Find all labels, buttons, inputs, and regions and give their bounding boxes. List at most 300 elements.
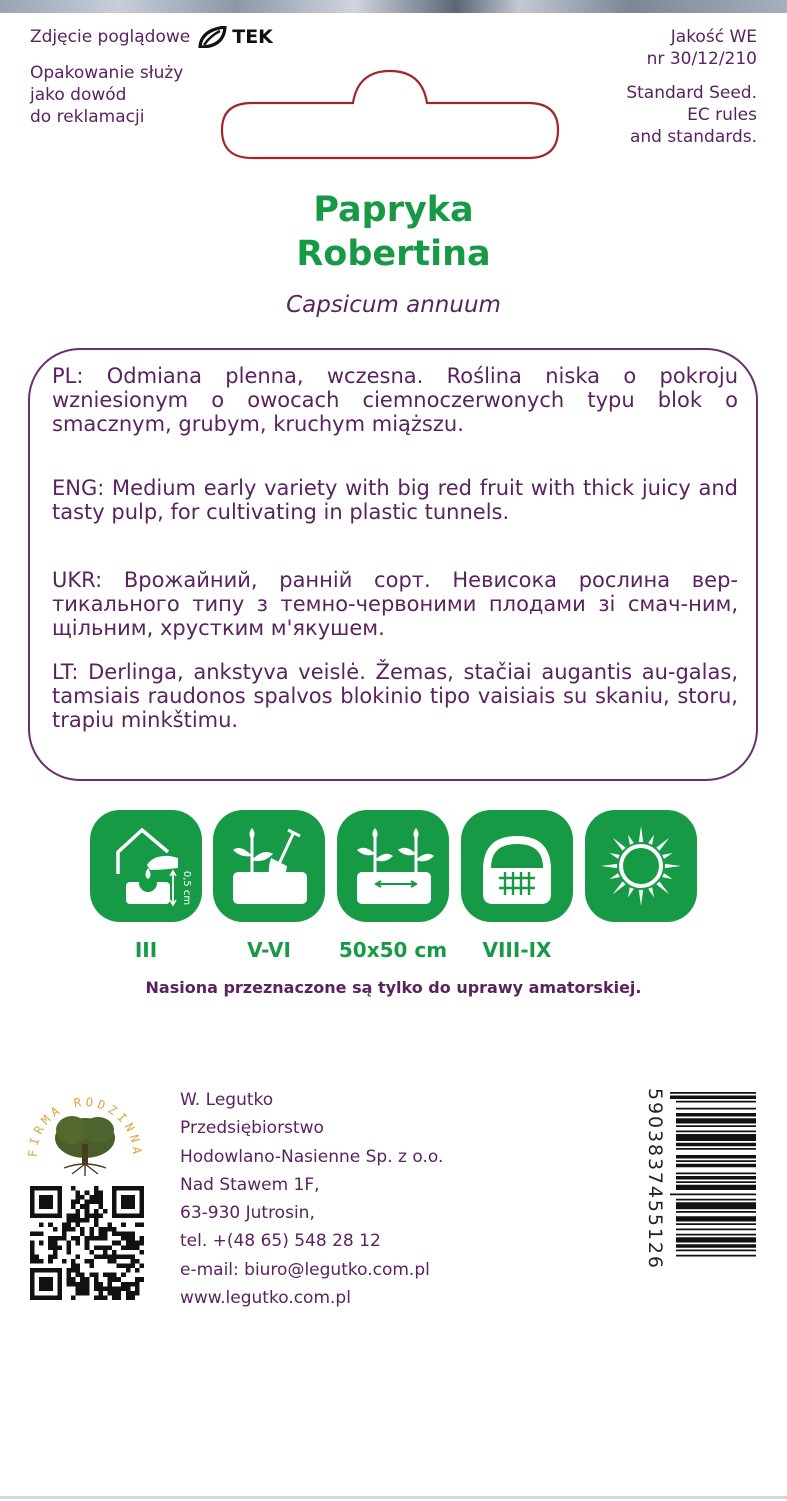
qr-module xyxy=(30,1245,35,1250)
qr-module xyxy=(126,1268,131,1273)
qr-module xyxy=(53,1227,58,1232)
qr-module xyxy=(76,1213,81,1218)
barcode-bar xyxy=(676,1244,756,1248)
barcode-bar xyxy=(676,1108,756,1110)
qr-module xyxy=(112,1254,117,1259)
qr-module xyxy=(76,1291,81,1296)
barcode-bar xyxy=(676,1176,756,1180)
qr-module xyxy=(66,1250,71,1255)
sun-ray xyxy=(628,887,634,897)
quality-line: nr 30/12/210 xyxy=(646,49,757,69)
qr-module xyxy=(71,1268,76,1273)
barcode-bar xyxy=(676,1181,756,1183)
qr-module xyxy=(35,1232,40,1237)
qr-module xyxy=(94,1222,99,1227)
qr-module xyxy=(108,1286,113,1291)
qr-module xyxy=(121,1236,126,1241)
barcode-bars xyxy=(670,1092,756,1298)
qr-module xyxy=(126,1236,131,1241)
harvest-basket-icon xyxy=(461,810,573,922)
qr-module xyxy=(112,1227,117,1232)
qr-module xyxy=(103,1254,108,1259)
qr-module xyxy=(85,1200,90,1205)
qr-module xyxy=(98,1191,103,1196)
standard-line: and standards. xyxy=(629,127,757,147)
qr-module xyxy=(66,1245,71,1250)
qr-module xyxy=(85,1291,90,1296)
qr-module xyxy=(117,1295,122,1300)
qr-module xyxy=(35,1254,40,1259)
company-legal-name: Hodowlano-Nasienne Sp. z o.o. xyxy=(180,1146,444,1167)
leaf-icon xyxy=(198,26,228,48)
qr-module xyxy=(139,1250,144,1255)
qr-module xyxy=(130,1259,135,1264)
sun-ray xyxy=(639,826,643,842)
latin-name: Capsicum annuum xyxy=(286,292,501,318)
qr-module xyxy=(53,1236,58,1241)
qr-module xyxy=(135,1286,140,1291)
barcode-bar xyxy=(676,1202,756,1209)
qr-module xyxy=(117,1232,122,1237)
qr-module xyxy=(80,1218,85,1223)
qr-module xyxy=(48,1236,53,1241)
qr-module xyxy=(53,1241,58,1246)
qr-module xyxy=(94,1254,99,1259)
barcode-bar xyxy=(676,1234,756,1236)
qr-module xyxy=(126,1291,131,1296)
barcode-bar xyxy=(676,1211,756,1213)
qr-module xyxy=(30,1254,35,1259)
qr-module xyxy=(130,1254,135,1259)
complaint-note-line: do reklamacji xyxy=(30,107,145,127)
qr-module xyxy=(71,1236,76,1241)
sun-ray xyxy=(613,838,626,851)
qr-module xyxy=(130,1232,135,1237)
qr-module xyxy=(121,1232,126,1237)
barcode-bar xyxy=(676,1125,756,1127)
qr-module xyxy=(126,1282,131,1287)
logo-arc-text: FIRMA RODZINNA xyxy=(25,1094,145,1159)
qr-module xyxy=(53,1245,58,1250)
qr-module xyxy=(85,1259,90,1264)
depth-text: 0,5 cm xyxy=(181,870,192,906)
qr-module xyxy=(62,1236,67,1241)
qr-module xyxy=(89,1264,94,1269)
sun-ray xyxy=(648,835,654,845)
company-email[interactable]: e-mail: biuro@legutko.com.pl xyxy=(180,1259,430,1280)
bottom-edge xyxy=(0,1496,787,1499)
qr-module xyxy=(66,1277,71,1282)
description-lt: LT: Derlinga, ankstyva veislė. Žemas, stačiai augantis au-galas, tamsiais raudonos spalvos blokinio tipo vaisiais su skaniu, storu, trapiu minkštimu. xyxy=(52,660,738,732)
qr-module xyxy=(80,1232,85,1237)
quality-note xyxy=(647,26,757,70)
qr-module xyxy=(103,1236,108,1241)
barcode-bar xyxy=(676,1164,756,1168)
qr-module xyxy=(98,1232,103,1237)
qr-module xyxy=(126,1295,131,1300)
qr-module xyxy=(80,1227,85,1232)
qr-module xyxy=(135,1245,140,1250)
qr-module xyxy=(89,1213,94,1218)
qr-module xyxy=(121,1222,126,1227)
product-name-line1: Papryka xyxy=(313,190,474,230)
qr-module xyxy=(126,1254,131,1259)
qr-module xyxy=(121,1282,126,1287)
qr-module xyxy=(94,1286,99,1291)
sun-ray xyxy=(610,873,620,879)
barcode-bar xyxy=(676,1229,756,1231)
qr-module xyxy=(98,1282,103,1287)
qr-module xyxy=(94,1282,99,1287)
sun-icon xyxy=(585,810,697,922)
qr-module xyxy=(135,1282,140,1287)
description-ukr: UKR: Врожайний, ранній сорт. Невисока рослина вер-тикального типу з темно-червоними плодами зі смач-ним, щільним, хрустким м'якушем. xyxy=(52,568,738,640)
qr-module xyxy=(76,1200,81,1205)
qr-module xyxy=(94,1200,99,1205)
company-phone: tel. +(48 65) 548 28 12 xyxy=(180,1231,381,1252)
company-contact xyxy=(180,1086,443,1312)
qr-module xyxy=(103,1250,108,1255)
qr-module xyxy=(94,1236,99,1241)
company-city: 63-930 Jutrosin, xyxy=(180,1203,315,1224)
qr-module xyxy=(71,1186,76,1191)
qr-module xyxy=(130,1241,135,1246)
barcode-bar xyxy=(676,1237,756,1242)
qr-module xyxy=(94,1195,99,1200)
standard-note xyxy=(626,82,757,148)
qr-module xyxy=(48,1222,53,1227)
qr-module xyxy=(121,1245,126,1250)
qr-module xyxy=(30,1259,35,1264)
qr-module xyxy=(103,1273,108,1278)
qr-module xyxy=(71,1259,76,1264)
qr-module xyxy=(121,1264,126,1269)
icon-label-sowing: III xyxy=(134,938,158,962)
qr-module xyxy=(112,1250,117,1255)
company-type: Przedsiębiorstwo xyxy=(180,1118,324,1139)
qr-module xyxy=(48,1245,53,1250)
qr-module xyxy=(48,1241,53,1246)
qr-module xyxy=(71,1204,76,1209)
qr-module xyxy=(66,1213,71,1218)
sun-ray xyxy=(639,890,643,906)
barcode-bar xyxy=(676,1160,756,1162)
qr-module xyxy=(139,1241,144,1246)
amateur-use-notice: Nasiona przeznaczone są tylko do uprawy amatorskiej. xyxy=(145,978,642,997)
qr-module xyxy=(130,1282,135,1287)
qr-module xyxy=(71,1200,76,1205)
qr-module xyxy=(80,1195,85,1200)
qr-module xyxy=(112,1291,117,1296)
barcode-digits: 5903837455126 xyxy=(644,1088,666,1270)
qr-module xyxy=(103,1286,108,1291)
qr-module xyxy=(71,1213,76,1218)
qr-module xyxy=(126,1286,131,1291)
qr-module xyxy=(30,1250,35,1255)
qr-module xyxy=(98,1245,103,1250)
qr-module xyxy=(71,1277,76,1282)
qr-module xyxy=(112,1259,117,1264)
qr-module xyxy=(89,1250,94,1255)
qr-module xyxy=(94,1209,99,1214)
qr-module xyxy=(66,1222,71,1227)
barcode-bar xyxy=(670,1092,756,1094)
planting-icon xyxy=(213,810,325,922)
qr-module xyxy=(94,1273,99,1278)
qr-module xyxy=(139,1277,144,1282)
qr-module xyxy=(76,1268,81,1273)
qr-module xyxy=(39,1232,44,1237)
qr-module xyxy=(94,1213,99,1218)
barcode-bar xyxy=(676,1143,756,1147)
qr-module xyxy=(80,1277,85,1282)
qr-module xyxy=(85,1218,90,1223)
qr-module xyxy=(103,1295,108,1300)
qr-module xyxy=(108,1254,113,1259)
qr-module xyxy=(117,1277,122,1282)
qr-module xyxy=(94,1277,99,1282)
qr-module xyxy=(76,1236,81,1241)
qr-module xyxy=(130,1264,135,1269)
qr-module xyxy=(76,1191,81,1196)
qr-module xyxy=(135,1259,140,1264)
qr-module xyxy=(117,1264,122,1269)
barcode-bar xyxy=(676,1223,756,1225)
qr-module xyxy=(130,1245,135,1250)
complaint-note xyxy=(30,62,183,128)
qr-module xyxy=(108,1227,113,1232)
qr-module xyxy=(139,1236,144,1241)
sun-ray xyxy=(610,853,620,859)
qr-module xyxy=(66,1218,71,1223)
qr-module xyxy=(108,1282,113,1287)
family-company-logo xyxy=(24,1086,146,1178)
qr-module xyxy=(71,1295,76,1300)
product-name-line2: Robertina xyxy=(296,234,491,274)
barcode xyxy=(644,1088,758,1300)
qr-module xyxy=(62,1222,67,1227)
qr-module xyxy=(98,1227,103,1232)
barcode-bar xyxy=(676,1118,756,1123)
qr-module xyxy=(117,1291,122,1296)
qr-module xyxy=(121,1254,126,1259)
qr-module xyxy=(80,1282,85,1287)
qr-module xyxy=(89,1195,94,1200)
qr-module xyxy=(89,1259,94,1264)
qr-module xyxy=(57,1245,62,1250)
qr-module xyxy=(108,1273,113,1278)
sun-ray xyxy=(662,873,672,879)
tree-icon xyxy=(55,1116,115,1176)
qr-module xyxy=(103,1209,108,1214)
barcode-bar xyxy=(676,1134,756,1141)
barcode-bar xyxy=(676,1255,756,1257)
barcode-bar xyxy=(676,1101,756,1103)
qr-module xyxy=(76,1195,81,1200)
description-pl: PL: Odmiana plenna, wczesna. Roślina niska o pokroju wzniesionym o owocach ciemnoczerwonych typu blok o smacznym, grubym, kruchym miąższu. xyxy=(52,364,738,436)
quality-line: Jakość WE xyxy=(670,27,757,47)
sun-ray xyxy=(648,887,654,897)
qr-module xyxy=(30,1241,35,1246)
tek-logo-text: TEK xyxy=(232,26,273,48)
qr-module xyxy=(66,1227,71,1232)
qr-module xyxy=(39,1222,44,1227)
qr-module xyxy=(66,1273,71,1278)
spacing-icon xyxy=(337,810,449,922)
qr-module xyxy=(98,1295,103,1300)
description-box xyxy=(28,348,758,781)
qr-module xyxy=(94,1218,99,1223)
barcode-bar xyxy=(676,1185,756,1190)
qr-module xyxy=(80,1204,85,1209)
qr-code[interactable] xyxy=(30,1186,144,1300)
qr-module xyxy=(89,1200,94,1205)
qr-module xyxy=(98,1286,103,1291)
qr-module xyxy=(62,1259,67,1264)
qr-module xyxy=(71,1282,76,1287)
qr-module xyxy=(112,1295,117,1300)
qr-module xyxy=(85,1282,90,1287)
qr-module xyxy=(135,1268,140,1273)
qr-module xyxy=(135,1222,140,1227)
qr-module xyxy=(76,1273,81,1278)
photo-note-row xyxy=(30,26,273,48)
barcode-bar xyxy=(676,1173,756,1175)
qr-module xyxy=(35,1259,40,1264)
qr-module xyxy=(121,1286,126,1291)
qr-module xyxy=(112,1286,117,1291)
qr-module xyxy=(76,1264,81,1269)
qr-module xyxy=(48,1259,53,1264)
qr-module xyxy=(85,1236,90,1241)
qr-module xyxy=(94,1245,99,1250)
qr-module xyxy=(85,1209,90,1214)
sun-ray xyxy=(656,838,669,851)
company-street: Nad Stawem 1F, xyxy=(180,1174,320,1195)
qr-module xyxy=(98,1254,103,1259)
qr-module xyxy=(117,1286,122,1291)
qr-module xyxy=(139,1222,144,1227)
qr-module xyxy=(39,1241,44,1246)
qr-module xyxy=(53,1250,58,1255)
qr-module xyxy=(139,1264,144,1269)
qr-module xyxy=(103,1227,108,1232)
qr-module xyxy=(94,1295,99,1300)
qr-module xyxy=(117,1241,122,1246)
sun-ray xyxy=(613,881,626,894)
qr-module xyxy=(130,1236,135,1241)
qr-module xyxy=(85,1286,90,1291)
qr-module xyxy=(121,1273,126,1278)
barcode-bar xyxy=(670,1096,756,1100)
top-photo-strip xyxy=(0,0,787,13)
sun-ray xyxy=(656,881,669,894)
qr-module xyxy=(121,1195,135,1209)
qr-module xyxy=(94,1191,99,1196)
qr-module xyxy=(126,1241,131,1246)
qr-module xyxy=(39,1277,53,1291)
qr-module xyxy=(76,1209,81,1214)
hang-tab-outline xyxy=(218,68,562,162)
qr-module xyxy=(85,1213,90,1218)
qr-module xyxy=(80,1286,85,1291)
qr-module xyxy=(71,1227,76,1232)
qr-module xyxy=(39,1259,44,1264)
barcode-bar xyxy=(676,1216,756,1221)
qr-module xyxy=(80,1273,85,1278)
qr-module xyxy=(130,1291,135,1296)
icon-label-spacing: 50x50 cm xyxy=(338,938,448,962)
qr-module xyxy=(112,1277,117,1282)
qr-module xyxy=(98,1291,103,1296)
qr-module xyxy=(80,1291,85,1296)
qr-module xyxy=(71,1218,76,1223)
qr-module xyxy=(98,1213,103,1218)
qr-module xyxy=(89,1227,94,1232)
qr-module xyxy=(94,1186,99,1191)
qr-module xyxy=(57,1236,62,1241)
qr-module xyxy=(85,1277,90,1282)
barcode-bar xyxy=(676,1148,756,1150)
barcode-bar xyxy=(676,1155,756,1159)
company-name: W. Legutko xyxy=(180,1090,274,1110)
qr-module xyxy=(112,1273,117,1278)
barcode-bar xyxy=(676,1131,756,1133)
qr-module xyxy=(98,1195,103,1200)
qr-module xyxy=(66,1282,71,1287)
qr-module xyxy=(76,1254,81,1259)
qr-module xyxy=(126,1232,131,1237)
qr-module xyxy=(98,1204,103,1209)
qr-module xyxy=(76,1282,81,1287)
qr-module xyxy=(135,1277,140,1282)
qr-module xyxy=(62,1227,67,1232)
complaint-note-line: Opakowanie służy xyxy=(30,63,184,83)
qr-module xyxy=(117,1254,122,1259)
icon-label-planting: V-VI xyxy=(247,938,291,962)
standard-line: Standard Seed. xyxy=(626,83,757,103)
barcode-bar xyxy=(676,1199,756,1201)
sun-ray xyxy=(662,853,672,859)
qr-module xyxy=(85,1245,90,1250)
qr-module xyxy=(108,1259,113,1264)
barcode-bar xyxy=(670,1194,756,1196)
sowing-greenhouse-icon xyxy=(90,810,202,922)
qr-module xyxy=(89,1273,94,1278)
barcode-bar xyxy=(676,1250,756,1252)
qr-module xyxy=(135,1291,140,1296)
qr-module xyxy=(62,1232,67,1237)
qr-module xyxy=(76,1218,81,1223)
qr-module xyxy=(85,1191,90,1196)
qr-module xyxy=(39,1195,53,1209)
qr-module xyxy=(112,1241,117,1246)
qr-module xyxy=(76,1241,81,1246)
qr-module xyxy=(103,1232,108,1237)
qr-module xyxy=(112,1232,117,1237)
sun-ray xyxy=(601,864,617,868)
qr-module xyxy=(53,1254,58,1259)
qr-module xyxy=(76,1286,81,1291)
qr-module xyxy=(98,1200,103,1205)
qr-module xyxy=(71,1264,76,1269)
qr-module xyxy=(135,1241,140,1246)
qr-module xyxy=(108,1245,113,1250)
company-website[interactable]: www.legutko.com.pl xyxy=(180,1288,351,1309)
barcode-bar xyxy=(676,1113,756,1117)
qr-module xyxy=(130,1295,135,1300)
qr-module xyxy=(48,1254,53,1259)
